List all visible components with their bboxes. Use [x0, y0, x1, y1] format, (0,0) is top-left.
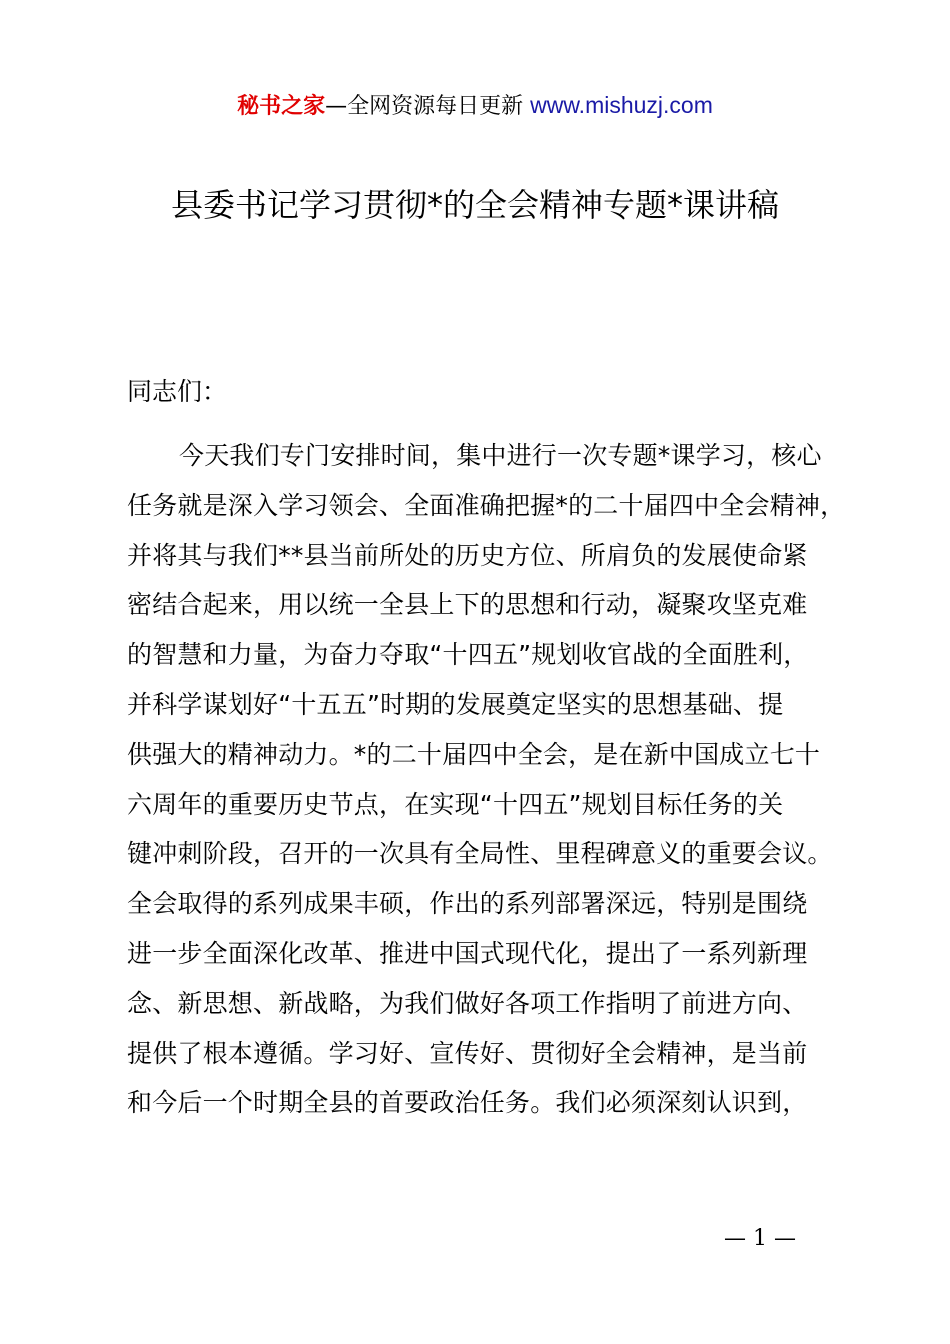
body-line: 并将其与我们**县当前所处的历史方位、所肩负的发展使命紧 — [127, 540, 808, 570]
body-line: 密结合起来，用以统一全县上下的思想和行动，凝聚攻坚克难 — [127, 590, 808, 620]
body-line: 任务就是深入学习领会、全面准确把握*的二十届四中全会精神， — [127, 490, 846, 520]
body-line: 供强大的精神动力。*的二十届四中全会，是在新中国成立七十 — [127, 739, 821, 769]
body-line: 全会取得的系列成果丰硕，作出的系列部署深远，特别是围绕 — [127, 889, 808, 919]
site-brand: 秘书之家 — [237, 94, 326, 119]
site-header — [0, 88, 950, 124]
body-paragraph — [127, 431, 847, 1128]
body-line: 的智慧和力量，为奋力夺取“十四五”规划收官战的全面胜利， — [127, 640, 809, 670]
body-line: 并科学谋划好“十五五”时期的发展奠定坚实的思想基础、提 — [127, 689, 784, 719]
page-number: — 1 — — [724, 1226, 796, 1251]
salutation: 同志们： — [127, 377, 228, 406]
body-line: 今天我们专门安排时间，集中进行一次专题*课学习，核心 — [179, 441, 822, 470]
body-line: 进一步全面深化改革、推进中国式现代化，提出了一系列新理 — [127, 938, 808, 968]
body-line: 提供了根本遵循。学习好、宣传好、贯彻好全会精神，是当前 — [127, 1038, 808, 1068]
body-line: 念、新思想、新战略，为我们做好各项工作指明了前进方向、 — [127, 988, 808, 1018]
document-title: 县委书记学习贯彻*的全会精神专题*课讲稿 — [170, 186, 779, 224]
site-tagline: —全网资源每日更新 — [325, 94, 524, 119]
body-line: 六周年的重要历史节点，在实现“十四五”规划目标任务的关 — [127, 789, 784, 819]
body-line: 键冲刺阶段，召开的一次具有全局性、里程碑意义的重要会议。 — [127, 839, 833, 869]
body-line: 和今后一个时期全县的首要政治任务。我们必须深刻认识到， — [127, 1088, 808, 1118]
site-url-link[interactable]: www.mishuzj.com — [530, 92, 713, 118]
